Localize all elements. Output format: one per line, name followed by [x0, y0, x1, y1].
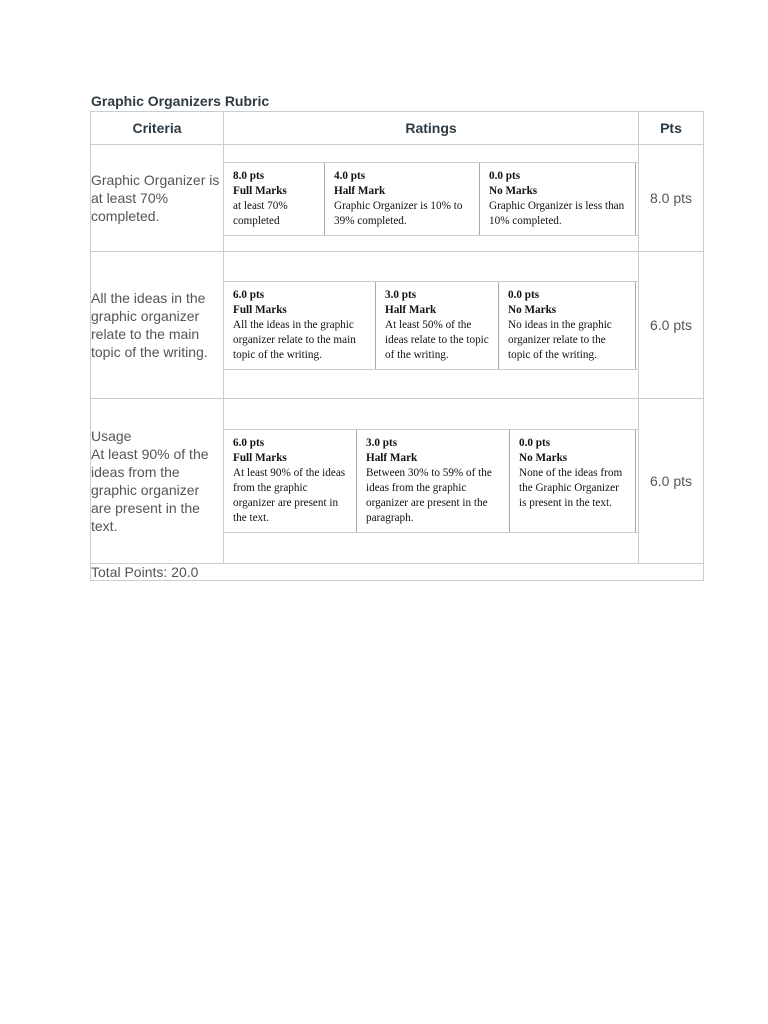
- ratings-cell: [224, 399, 639, 564]
- rating-no-marks: 0.0 pts No Marks No ideas in the graphic organizer relate to the topic of the writing.: [508, 288, 612, 361]
- rating-half-mark: 3.0 pts Half Mark At least 50% of the ideas relate to the topic of the writing.: [376, 282, 499, 369]
- ratings-header: Ratings: [224, 112, 639, 145]
- criterion-points: 8.0 pts: [639, 145, 704, 252]
- rating-no-marks: 0.0 pts No Marks None of the ideas from the Graphic Organizer is present in the text.: [519, 437, 623, 509]
- total-row: [91, 564, 704, 581]
- rating-row: [224, 430, 636, 532]
- pts-header: Pts: [639, 112, 704, 145]
- criterion-description: Usage At least 90% of the ideas from the graphic organizer are present in the text.: [91, 399, 224, 564]
- criterion-row: [91, 399, 704, 564]
- rating-full-marks: 6.0 pts Full Marks At least 90% of the ideas from the graphic organizer are present in the text.: [224, 430, 357, 532]
- criterion-row: [91, 145, 704, 252]
- rating-full-marks: 6.0 pts Full Marks All the ideas in the graphic organizer relate to the main topic of the writing.: [224, 282, 376, 369]
- total-points: Total Points: 20.0: [91, 564, 704, 581]
- criterion-points: 6.0 pts: [639, 252, 704, 399]
- criterion-row: [91, 252, 704, 399]
- rubric-title: Graphic Organizers Rubric: [91, 93, 270, 109]
- rating-row: [224, 163, 636, 235]
- header-row: [91, 112, 704, 145]
- rating-half-mark: 4.0 pts Half Mark Graphic Organizer is 10% to 39% completed.: [325, 163, 480, 235]
- ratings-cell: [224, 252, 639, 399]
- criterion-description: Graphic Organizer is at least 70% completed.: [91, 145, 224, 252]
- rating-half-mark: 3.0 pts Half Mark Between 30% to 59% of the ideas from the graphic organizer are present in the paragraph.: [357, 430, 510, 532]
- criteria-header: Criteria: [91, 112, 224, 145]
- rating-row: [224, 282, 636, 369]
- rubric-table: [90, 111, 704, 581]
- criterion-description: All the ideas in the graphic organizer relate to the main topic of the writing.: [91, 252, 224, 399]
- criterion-points: 6.0 pts: [639, 399, 704, 564]
- rating-full-marks: 8.0 pts Full Marks at least 70% completed: [224, 163, 325, 235]
- rating-no-marks: 0.0 pts No Marks Graphic Organizer is less than 10% completed.: [489, 170, 625, 227]
- ratings-cell: [224, 145, 639, 252]
